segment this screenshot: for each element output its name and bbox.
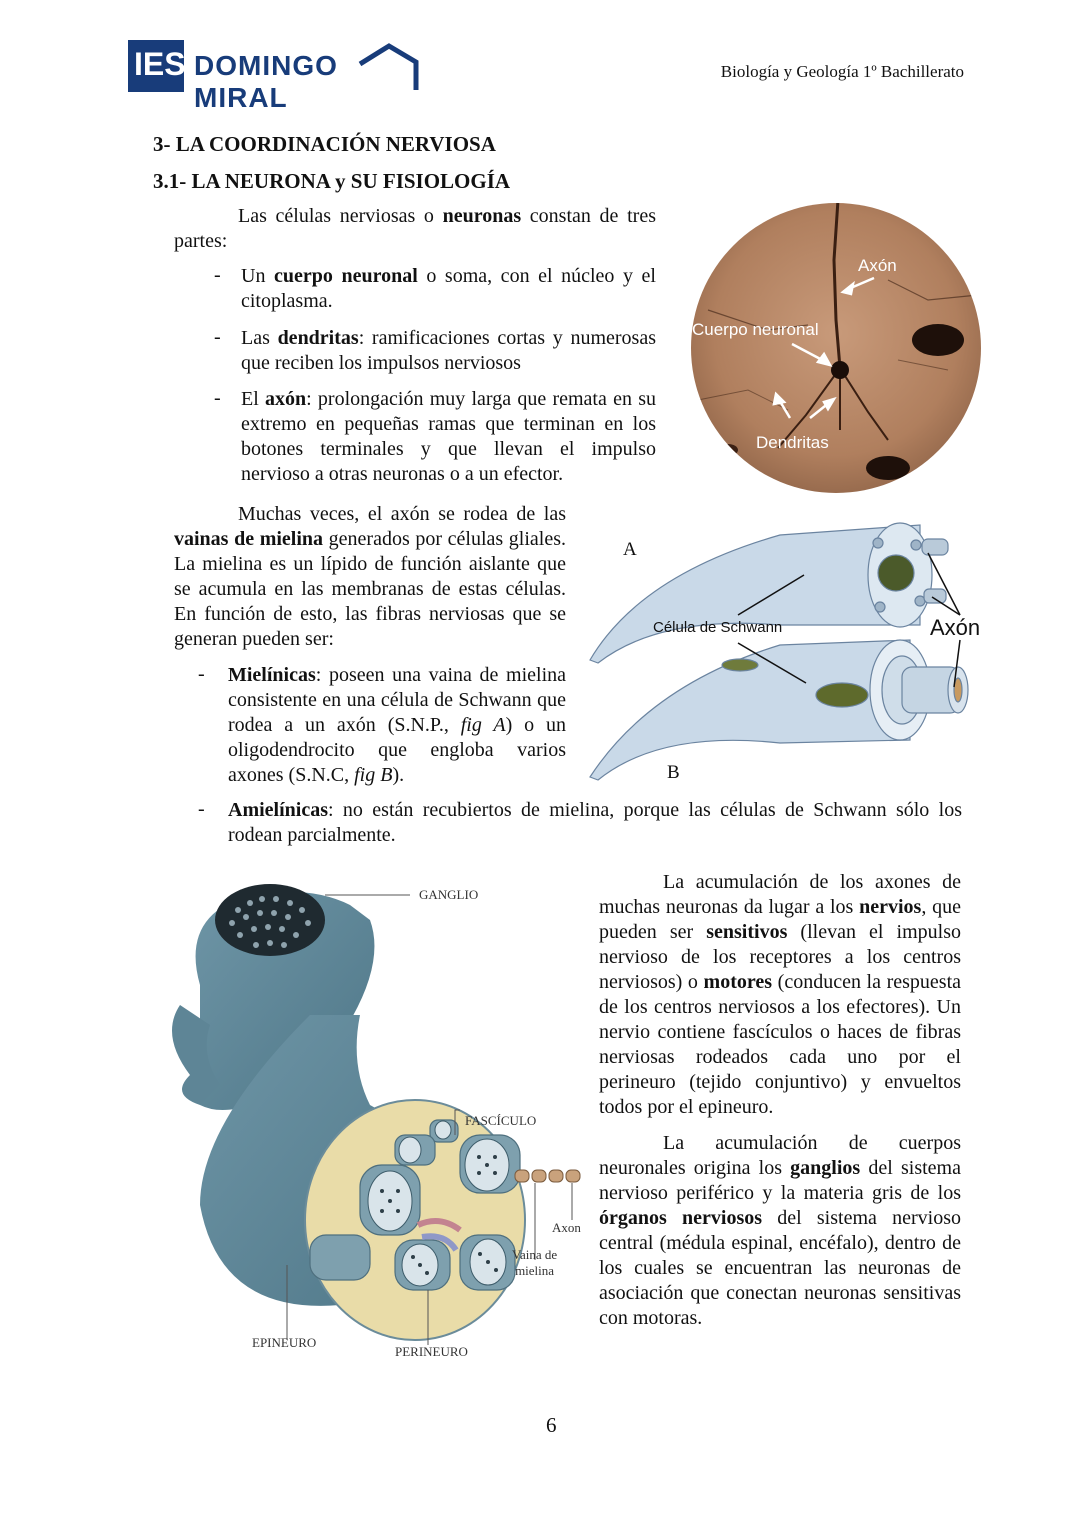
myelin-paragraph: Muchas veces, el axón se rodea de las vainas de mielina generados por células gliales. La mielina es un lípido de función aislante que se acumula en las membranas de estas células. En función de esto, las fibras nerviosas que se generan pueden ser:	[174, 503, 567, 650]
label-dendritas: Dendritas	[756, 433, 829, 452]
list-item-cuerpo: Un cuerpo neuronal o soma, con el núcleo y el citoplasma.	[241, 265, 656, 312]
nerves-paragraph: La acumulación de los axones de muchas neuronas da lugar a los nervios, que pueden ser sensitivos (llevan el impulso nervioso de los receptores a los centros nerviosos) o motores (conducen la respuesta de los centros nerviosos a los efectores). Un nervio contiene fascículos o haces de fibras nerviosas rodeados cada uno por el perineuro (tejido conjuntivo) y envueltos todos por el epineuro.	[599, 871, 962, 1118]
list-dash: -	[214, 264, 221, 286]
label-vaina-mielina: Vaina de mielina	[512, 1247, 558, 1278]
section-subtitle: 3.1- LA NEURONA y SU FISIOLOGÍA	[153, 169, 511, 193]
nerve-structure-diagram	[160, 865, 590, 1375]
label-fig-b: B	[667, 762, 680, 783]
label-fasciculo: FASCÍCULO	[465, 1113, 537, 1128]
course-title: Biología y Geología 1º Bachillerato	[720, 62, 964, 81]
list-dash: -	[198, 663, 205, 685]
neuron-micrograph	[688, 200, 984, 496]
school-logo	[128, 40, 420, 113]
label-axon: Axón	[858, 256, 897, 275]
page-number: 6	[546, 1413, 557, 1437]
list-dash: -	[214, 387, 221, 409]
list-item-axon: El axón: prolongación muy larga que remata en su extremo en pequeñas ramas que terminan en los botones terminales y que llevan el impulso nervioso a otras neuronas o a un efector.	[241, 388, 656, 485]
ganglia-paragraph: La acumulación de cuerpos neuronales origina los ganglios del sistema nervioso periférico y la materia gris de los órganos nerviosos del sistema nervioso central (médula espinal, encéfalo), dentro de los cuales se encuentran las neuronas de asociación que conectan neuronas sensitivas con motoras.	[599, 1132, 961, 1329]
label-ganglio: GANGLIO	[419, 887, 479, 902]
label-perineuro: PERINEURO	[395, 1344, 468, 1359]
label-celula-schwann: Célula de Schwann	[653, 619, 783, 636]
section-title: 3- LA COORDINACIÓN NERVIOSA	[153, 132, 496, 156]
intro-paragraph: Las células nerviosas o neuronas constan de tres partes:	[174, 205, 656, 252]
logo-prefix: IES	[134, 46, 186, 82]
list-dash: -	[214, 326, 221, 348]
myelin-sheath-diagram	[580, 515, 1000, 790]
label-axon-diagram: Axón	[930, 615, 981, 640]
logo-roof-icon	[358, 42, 420, 92]
label-axon-nerve: Axon	[552, 1220, 581, 1235]
label-epineuro: EPINEURO	[252, 1335, 317, 1350]
logo-name: DOMINGO MIRAL	[194, 50, 338, 113]
fiber-amielinicas: Amielínicas: no están recubiertos de mielina, porque las células de Schwann sólo los rodean parcialmente.	[228, 799, 962, 846]
list-item-dendritas: Las dendritas: ramificaciones cortas y numerosas que reciben los impulsos nerviosos	[241, 327, 656, 374]
fiber-mielinicas: Mielínicas: poseen una vaina de mielina consistente en una célula de Schwann que rodea a un axón (S.N.P., fig A) o un oligodendrocito que engloba varios axones (S.N.C, fig B).	[228, 664, 566, 786]
label-fig-a: A	[623, 539, 637, 560]
list-dash: -	[198, 798, 205, 820]
label-cuerpo-neuronal: Cuerpo neuronal	[692, 320, 819, 339]
